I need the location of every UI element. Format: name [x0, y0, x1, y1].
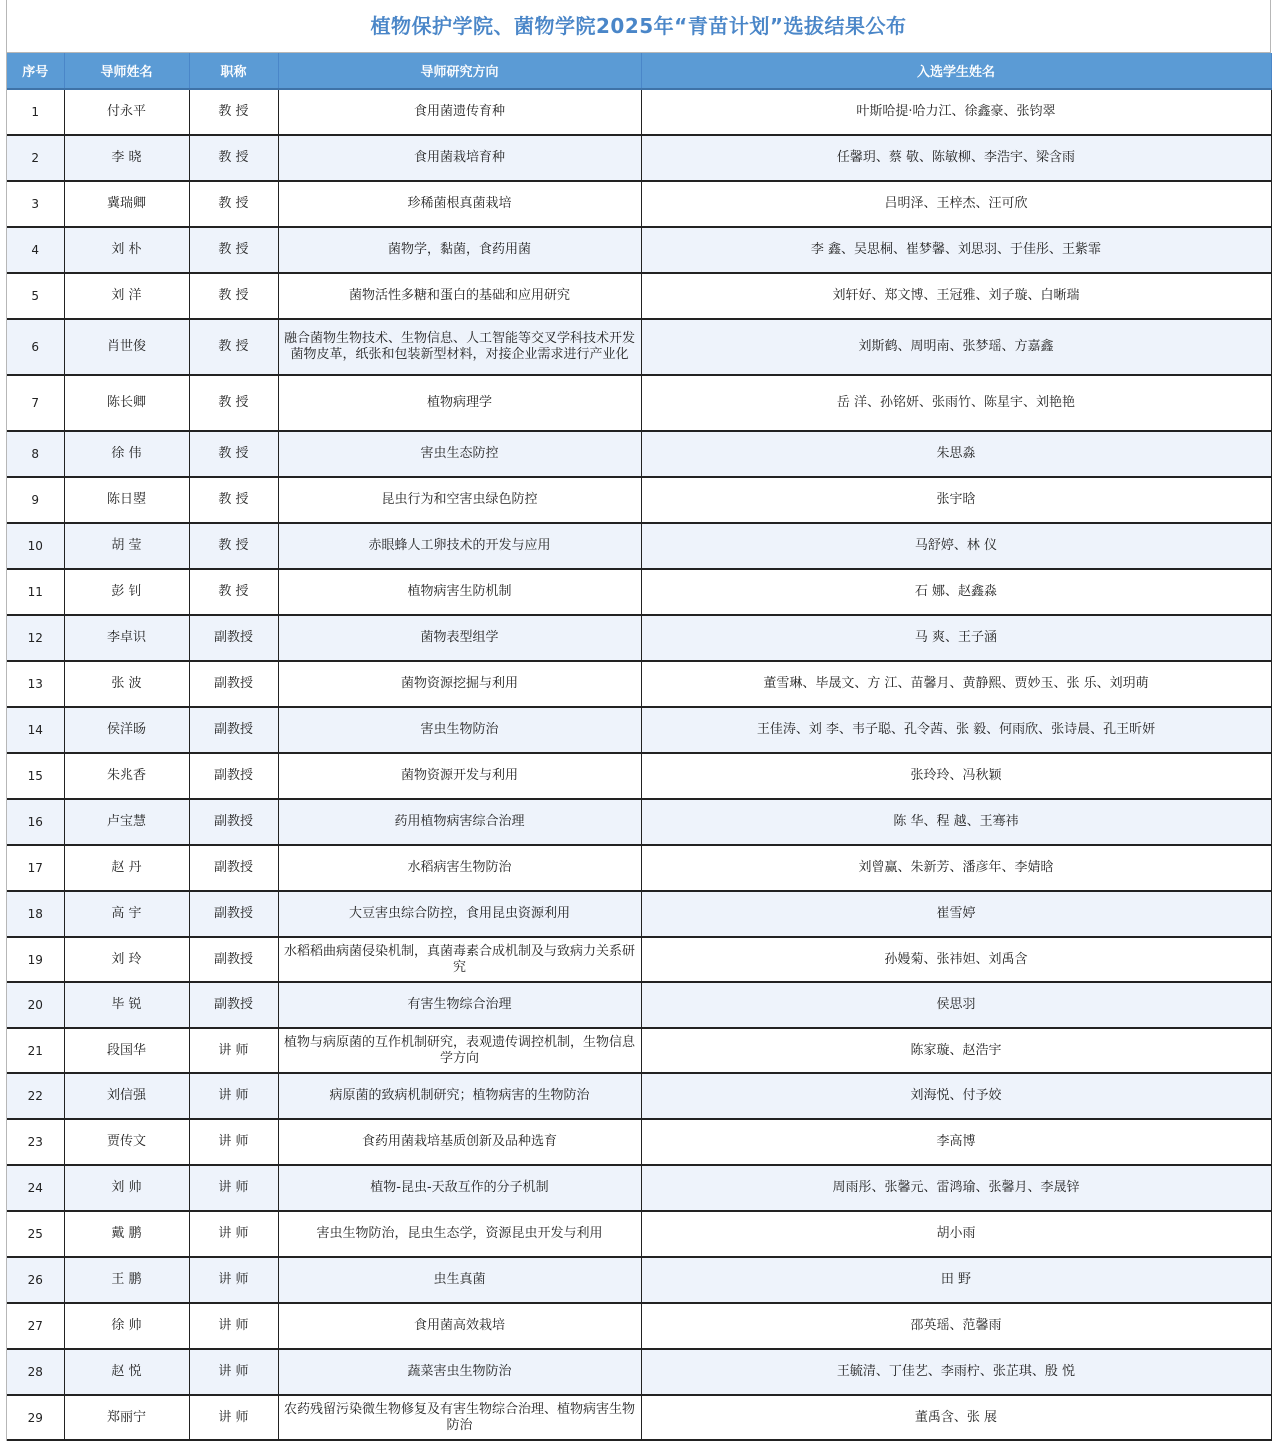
cell-title[interactable]: 副教授 [189, 799, 278, 845]
cell-mentor[interactable]: 戴 鹏 [64, 1211, 189, 1257]
cell-students[interactable]: 朱思淼 [641, 431, 1271, 477]
cell-students[interactable]: 刘轩好、郑文博、王冠雅、刘子璇、白晰瑞 [641, 273, 1271, 319]
cell-direction[interactable]: 植物病理学 [278, 375, 641, 431]
cell-direction[interactable]: 融合菌物生物技术、生物信息、人工智能等交叉学科技术开发菌物皮革，纸张和包装新型材料，对接企业需求进行产业化 [278, 319, 641, 375]
cell-mentor[interactable]: 张 波 [64, 661, 189, 707]
cell-mentor[interactable]: 李卓识 [64, 615, 189, 661]
cell-mentor[interactable]: 赵 丹 [64, 845, 189, 891]
cell-students[interactable]: 叶斯哈提·哈力江、徐鑫豪、张钧翠 [641, 89, 1271, 135]
cell-title[interactable]: 教 授 [189, 477, 278, 523]
cell-direction[interactable]: 大豆害虫综合防控，食用昆虫资源利用 [278, 891, 641, 937]
table-body [7, 89, 1271, 1440]
table-row [7, 1211, 1271, 1257]
cell-direction[interactable]: 食用菌栽培育种 [278, 135, 641, 181]
cell-students[interactable]: 董禹含、张 展 [641, 1395, 1271, 1440]
cell-direction[interactable]: 水稻稻曲病菌侵染机制，真菌毒素合成机制及与致病力关系研究 [278, 937, 641, 982]
cell-index[interactable]: 11 [7, 569, 64, 615]
table-row [7, 1349, 1271, 1395]
cell-mentor[interactable]: 彭 钊 [64, 569, 189, 615]
cell-title[interactable]: 副教授 [189, 753, 278, 799]
cell-direction[interactable]: 昆虫行为和空害虫绿色防控 [278, 477, 641, 523]
cell-index[interactable]: 6 [7, 319, 64, 375]
cell-title[interactable]: 副教授 [189, 982, 278, 1028]
cell-direction[interactable]: 有害生物综合治理 [278, 982, 641, 1028]
cell-mentor[interactable]: 付永平 [64, 89, 189, 135]
cell-direction[interactable]: 植物与病原菌的互作机制研究，表观遗传调控机制，生物信息学方向 [278, 1028, 641, 1073]
cell-students[interactable]: 周雨彤、张馨元、雷鸿瑜、张馨月、李晟锌 [641, 1165, 1271, 1211]
cell-title[interactable]: 讲 师 [189, 1119, 278, 1165]
table-row [7, 799, 1271, 845]
cell-mentor[interactable]: 卢宝慧 [64, 799, 189, 845]
cell-students[interactable]: 李高博 [641, 1119, 1271, 1165]
cell-students[interactable]: 陈家璇、赵浩宇 [641, 1028, 1271, 1073]
cell-students[interactable]: 李 鑫、吴思桐、崔梦馨、刘思羽、于佳彤、王紫霏 [641, 227, 1271, 273]
cell-title[interactable]: 讲 师 [189, 1303, 278, 1349]
cell-mentor[interactable]: 胡 莹 [64, 523, 189, 569]
header-students[interactable]: 入选学生姓名 [641, 53, 1271, 89]
cell-mentor[interactable]: 赵 悦 [64, 1349, 189, 1395]
cell-title[interactable]: 教 授 [189, 135, 278, 181]
cell-mentor[interactable]: 李 晓 [64, 135, 189, 181]
cell-index[interactable]: 23 [7, 1119, 64, 1165]
cell-students[interactable]: 岳 洋、孙铭妍、张雨竹、陈星宇、刘艳艳 [641, 375, 1271, 431]
cell-students[interactable]: 王毓清、丁佳艺、李雨柠、张芷琪、殷 悦 [641, 1349, 1271, 1395]
cell-index[interactable]: 5 [7, 273, 64, 319]
table-row [7, 1119, 1271, 1165]
table-row [7, 937, 1271, 982]
cell-mentor[interactable]: 高 宇 [64, 891, 189, 937]
cell-direction[interactable]: 菌物学，黏菌，食药用菌 [278, 227, 641, 273]
table-row [7, 523, 1271, 569]
table-row [7, 707, 1271, 753]
header-mentor[interactable]: 导师姓名 [64, 53, 189, 89]
cell-index[interactable]: 7 [7, 375, 64, 431]
cell-students[interactable]: 任馨玥、蔡 敬、陈敏柳、李浩宇、梁含雨 [641, 135, 1271, 181]
table-row [7, 982, 1271, 1028]
cell-index[interactable]: 19 [7, 937, 64, 982]
cell-title[interactable]: 讲 师 [189, 1211, 278, 1257]
cell-mentor[interactable]: 朱兆香 [64, 753, 189, 799]
cell-title[interactable]: 讲 师 [189, 1165, 278, 1211]
cell-direction[interactable]: 菌物活性多糖和蛋白的基础和应用研究 [278, 273, 641, 319]
page-title: 植物保护学院、菌物学院2025年“青苗计划”选拔结果公布 [7, 0, 1271, 53]
cell-mentor[interactable]: 毕 锐 [64, 982, 189, 1028]
table-row [7, 753, 1271, 799]
table-row [7, 1073, 1271, 1119]
cell-index[interactable]: 25 [7, 1211, 64, 1257]
cell-direction[interactable]: 害虫生态防控 [278, 431, 641, 477]
cell-mentor[interactable]: 郑丽宁 [64, 1395, 189, 1440]
cell-index[interactable]: 10 [7, 523, 64, 569]
cell-mentor[interactable]: 段国华 [64, 1028, 189, 1073]
cell-students[interactable]: 董雪琳、毕晟文、方 江、苗馨月、黄静熙、贾妙玉、张 乐、刘玥萌 [641, 661, 1271, 707]
table-row [7, 1028, 1271, 1073]
cell-direction[interactable]: 害虫生物防治，昆虫生态学，资源昆虫开发与利用 [278, 1211, 641, 1257]
header-direction[interactable]: 导师研究方向 [278, 53, 641, 89]
cell-direction[interactable]: 农药残留污染微生物修复及有害生物综合治理、植物病害生物防治 [278, 1395, 641, 1440]
cell-title[interactable]: 副教授 [189, 845, 278, 891]
cell-direction[interactable]: 菌物资源开发与利用 [278, 753, 641, 799]
cell-title[interactable]: 副教授 [189, 661, 278, 707]
table-row [7, 569, 1271, 615]
cell-index[interactable]: 1 [7, 89, 64, 135]
cell-title[interactable]: 讲 师 [189, 1395, 278, 1440]
cell-students[interactable]: 马舒婷、林 仪 [641, 523, 1271, 569]
cell-students[interactable]: 刘斯鹤、周明南、张梦瑶、方嘉鑫 [641, 319, 1271, 375]
cell-title[interactable]: 教 授 [189, 375, 278, 431]
table-row [7, 431, 1271, 477]
cell-index[interactable]: 24 [7, 1165, 64, 1211]
cell-index[interactable]: 27 [7, 1303, 64, 1349]
table-row [7, 845, 1271, 891]
spreadsheet [6, 0, 1271, 1441]
cell-index[interactable]: 29 [7, 1395, 64, 1440]
cell-direction[interactable]: 食用菌高效栽培 [278, 1303, 641, 1349]
cell-students[interactable]: 石 娜、赵鑫淼 [641, 569, 1271, 615]
table-row [7, 375, 1271, 431]
cell-students[interactable]: 邵英瑶、范馨雨 [641, 1303, 1271, 1349]
table-row [7, 1257, 1271, 1303]
cell-title[interactable]: 讲 师 [189, 1349, 278, 1395]
cell-mentor[interactable]: 徐 伟 [64, 431, 189, 477]
cell-mentor[interactable]: 肖世俊 [64, 319, 189, 375]
cell-title[interactable]: 教 授 [189, 523, 278, 569]
header-row [7, 53, 1271, 89]
cell-direction[interactable]: 赤眼蜂人工卵技术的开发与应用 [278, 523, 641, 569]
cell-index[interactable]: 17 [7, 845, 64, 891]
table-row [7, 319, 1271, 375]
cell-direction[interactable]: 害虫生物防治 [278, 707, 641, 753]
cell-mentor[interactable]: 贾传文 [64, 1119, 189, 1165]
table-row [7, 135, 1271, 181]
cell-mentor[interactable]: 陈长卿 [64, 375, 189, 431]
table-row [7, 661, 1271, 707]
header-title[interactable]: 职称 [189, 53, 278, 89]
cell-direction[interactable]: 菌物表型组学 [278, 615, 641, 661]
cell-direction[interactable]: 菌物资源挖掘与利用 [278, 661, 641, 707]
cell-mentor[interactable]: 徐 帅 [64, 1303, 189, 1349]
cell-index[interactable]: 28 [7, 1349, 64, 1395]
cell-mentor[interactable]: 王 鹏 [64, 1257, 189, 1303]
cell-index[interactable]: 18 [7, 891, 64, 937]
cell-students[interactable]: 张玲玲、冯秋颖 [641, 753, 1271, 799]
cell-title[interactable]: 教 授 [189, 569, 278, 615]
cell-students[interactable]: 胡小雨 [641, 1211, 1271, 1257]
cell-students[interactable]: 田 野 [641, 1257, 1271, 1303]
cell-index[interactable]: 8 [7, 431, 64, 477]
cell-title[interactable]: 教 授 [189, 181, 278, 227]
table-row [7, 181, 1271, 227]
cell-index[interactable]: 4 [7, 227, 64, 273]
table-row [7, 615, 1271, 661]
cell-title[interactable]: 讲 师 [189, 1028, 278, 1073]
cell-direction[interactable]: 蔬菜害虫生物防治 [278, 1349, 641, 1395]
cell-direction[interactable]: 药用植物病害综合治理 [278, 799, 641, 845]
cell-title[interactable]: 教 授 [189, 273, 278, 319]
cell-title[interactable]: 讲 师 [189, 1073, 278, 1119]
cell-title[interactable]: 副教授 [189, 615, 278, 661]
cell-students[interactable]: 吕明泽、王梓杰、汪可欣 [641, 181, 1271, 227]
cell-students[interactable]: 侯思羽 [641, 982, 1271, 1028]
cell-index[interactable]: 2 [7, 135, 64, 181]
cell-index[interactable]: 26 [7, 1257, 64, 1303]
cell-title[interactable]: 副教授 [189, 707, 278, 753]
cell-title[interactable]: 教 授 [189, 227, 278, 273]
table-row [7, 891, 1271, 937]
cell-mentor[interactable]: 刘 帅 [64, 1165, 189, 1211]
cell-students[interactable]: 崔雪婷 [641, 891, 1271, 937]
cell-students[interactable]: 孙嫚菊、张祎妲、刘禹含 [641, 937, 1271, 982]
table-row [7, 477, 1271, 523]
cell-direction[interactable]: 珍稀菌根真菌栽培 [278, 181, 641, 227]
table-row [7, 227, 1271, 273]
cell-mentor[interactable]: 刘 洋 [64, 273, 189, 319]
cell-direction[interactable]: 植物-昆虫-天敌互作的分子机制 [278, 1165, 641, 1211]
header-index[interactable]: 序号 [7, 53, 64, 89]
cell-students[interactable]: 王佳涛、刘 李、韦子聪、孔令茜、张 毅、何雨欣、张诗晨、孔王昕妍 [641, 707, 1271, 753]
cell-index[interactable]: 9 [7, 477, 64, 523]
cell-direction[interactable]: 食药用菌栽培基质创新及品种选育 [278, 1119, 641, 1165]
table-row [7, 89, 1271, 135]
table-row [7, 1395, 1271, 1440]
table-row [7, 273, 1271, 319]
cell-direction[interactable]: 虫生真菌 [278, 1257, 641, 1303]
cell-title[interactable]: 副教授 [189, 937, 278, 982]
cell-mentor[interactable]: 陈日曌 [64, 477, 189, 523]
cell-index[interactable]: 15 [7, 753, 64, 799]
cell-mentor[interactable]: 冀瑞卿 [64, 181, 189, 227]
cell-mentor[interactable]: 刘信强 [64, 1073, 189, 1119]
cell-index[interactable]: 16 [7, 799, 64, 845]
cell-index[interactable]: 20 [7, 982, 64, 1028]
cell-title[interactable]: 教 授 [189, 319, 278, 375]
cell-index[interactable]: 14 [7, 707, 64, 753]
cell-title[interactable]: 教 授 [189, 431, 278, 477]
cell-mentor[interactable]: 刘 朴 [64, 227, 189, 273]
cell-index[interactable]: 13 [7, 661, 64, 707]
cell-mentor[interactable]: 侯洋旸 [64, 707, 189, 753]
cell-mentor[interactable]: 刘 玲 [64, 937, 189, 982]
results-table [7, 53, 1272, 1441]
cell-direction[interactable]: 植物病害生防机制 [278, 569, 641, 615]
cell-direction[interactable]: 病原菌的致病机制研究；植物病害的生物防治 [278, 1073, 641, 1119]
cell-index[interactable]: 3 [7, 181, 64, 227]
table-row [7, 1303, 1271, 1349]
cell-title[interactable]: 讲 师 [189, 1257, 278, 1303]
cell-direction[interactable]: 水稻病害生物防治 [278, 845, 641, 891]
cell-students[interactable]: 刘海悦、付予姣 [641, 1073, 1271, 1119]
cell-title[interactable]: 教 授 [189, 89, 278, 135]
table-row [7, 1165, 1271, 1211]
cell-students[interactable]: 张宇晗 [641, 477, 1271, 523]
cell-index[interactable]: 12 [7, 615, 64, 661]
cell-index[interactable]: 21 [7, 1028, 64, 1073]
cell-direction[interactable]: 食用菌遗传育种 [278, 89, 641, 135]
cell-index[interactable]: 22 [7, 1073, 64, 1119]
cell-students[interactable]: 刘曾赢、朱新芳、潘彦年、李婧晗 [641, 845, 1271, 891]
cell-title[interactable]: 副教授 [189, 891, 278, 937]
cell-students[interactable]: 陈 华、程 越、王骞祎 [641, 799, 1271, 845]
cell-students[interactable]: 马 爽、王子涵 [641, 615, 1271, 661]
